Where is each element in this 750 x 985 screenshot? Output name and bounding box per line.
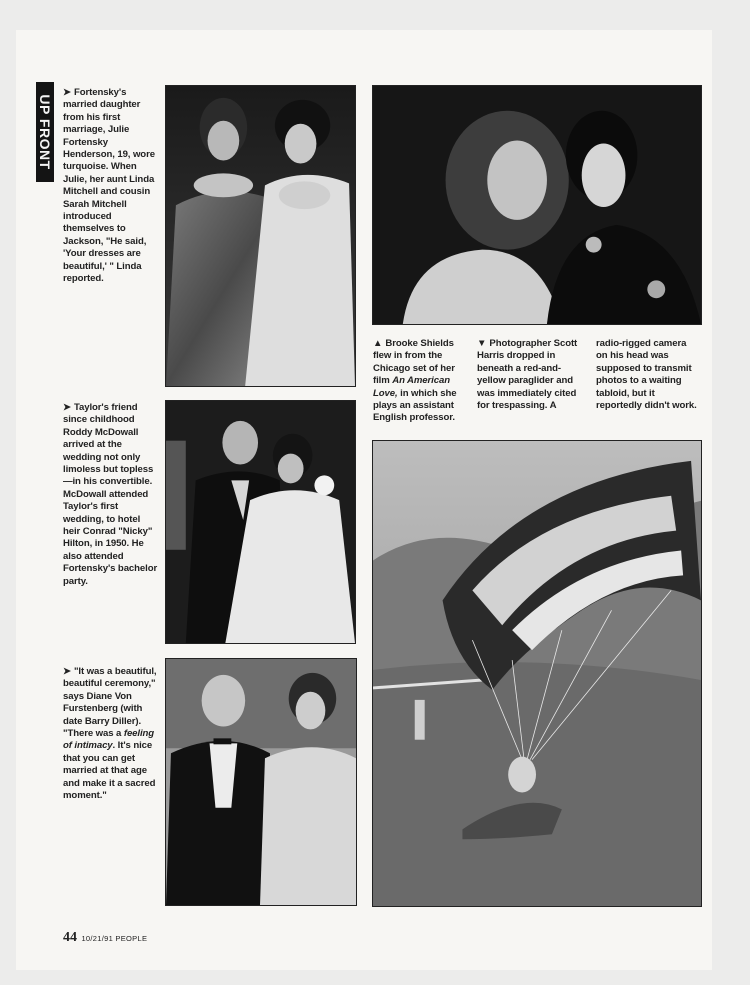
photo-paraglider (372, 440, 702, 907)
caption-arrow-icon: ▲ (373, 338, 383, 349)
caption-von-furstenberg (63, 666, 159, 802)
caption-text: Brooke Shields flew in from the Chicago set of her film (373, 338, 455, 387)
caption-arrow-icon: ➤ (63, 87, 71, 98)
page-number: 44 (63, 930, 77, 945)
caption-text: Fortensky's married daughter from his first marriage, Julie Fortensky Henderson, 19, wore turquoise. When Julie, her aunt Linda Mitchell and cousin Sarah Mitchell introduced themselves to Jackson, "He said, 'Your dresses are beautiful,' " Linda reported. (63, 87, 155, 285)
caption-scott-harris (477, 338, 699, 438)
caption-italic-text: feeling of intimacy (63, 728, 155, 752)
page-folio (63, 928, 147, 946)
caption-text: Photographer Scott Harris dropped in beneath a red-and-yellow paraglider and was immediately cited for trespassing. A radio-rigged camera on his head was supposed to transmit photos to a waiting tabloid, but it reportedly didn't work. (477, 338, 697, 412)
section-tab (36, 82, 54, 182)
photo-furstenberg-and-diller (165, 658, 357, 906)
section-tab-label: UP FRONT (37, 94, 53, 170)
photo-julie-and-taylor (165, 85, 356, 387)
caption-julie-henderson (63, 87, 159, 286)
caption-text: "It was a beautiful, beautiful ceremony," says Diane Von Furstenberg (with date Barry Diller). "There was a (63, 666, 157, 740)
caption-arrow-icon: ➤ (63, 666, 71, 677)
caption-italic-text: An American Love, (373, 375, 450, 399)
caption-roddy-mcdowall (63, 402, 159, 588)
photo-shields-and-jackson (372, 85, 702, 325)
caption-text: Taylor's friend since childhood Roddy McDowall arrived at the wedding not only limoless but topless—in his convertible. McDowall attended Taylor's first wedding, to hotel heir Conrad "Nicky" Hilton, in 1950. He also attended Fortensky's bachelor party. (63, 402, 158, 587)
caption-text: . It's nice that you can get married at that age and make it a sacred moment." (63, 740, 156, 802)
issue-info: 10/21/91 PEOPLE (81, 934, 148, 943)
caption-brooke-shields (373, 338, 465, 425)
caption-text: in which she plays an assistant English professor. (373, 387, 457, 424)
caption-arrow-icon: ▼ (477, 338, 487, 349)
caption-arrow-icon: ➤ (63, 402, 71, 413)
photo-mcdowall-and-taylor (165, 400, 356, 644)
